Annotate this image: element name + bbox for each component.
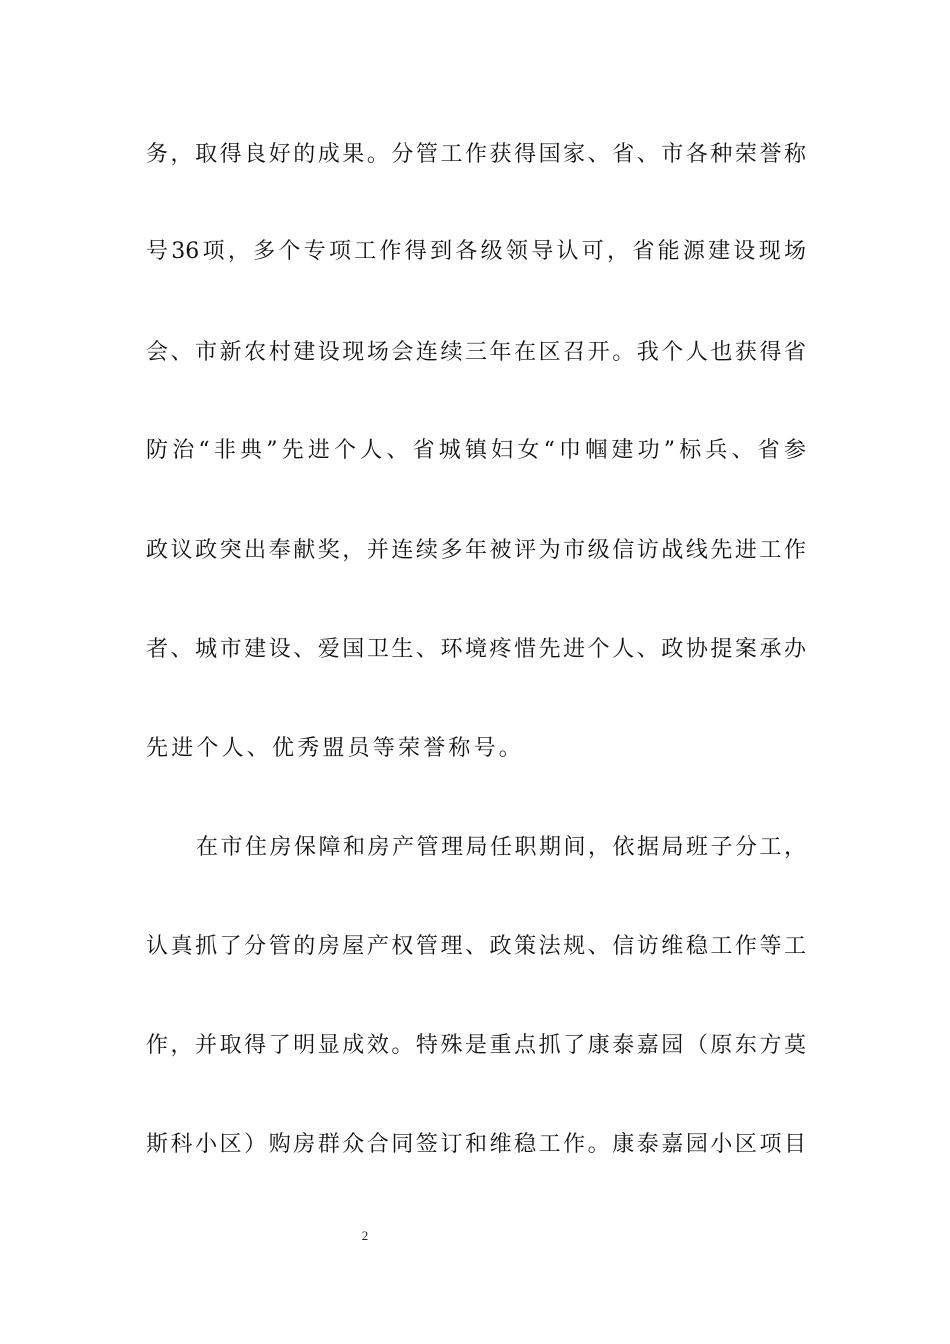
text-line-3: 会、市新农村建设现场会连续三年在区召开。我个人也获得省: [146, 340, 806, 365]
text-line-2: 号36项，多个专项工作得到各级领导认可，省能源建设现场: [146, 239, 806, 264]
text-line-4: 防治“非典”先进个人、省城镇妇女“巾帼建功”标兵、省参: [146, 438, 806, 463]
paragraph-2-line-2: 认真抓了分管的房屋产权管理、政策法规、信访维稳工作等工: [146, 934, 806, 959]
text-line-7: 先进个人、优秀盟员等荣誉称号。: [146, 736, 525, 761]
paragraph-2-line-3: 作，并取得了明显成效。特殊是重点抓了康泰嘉园（原东方莫: [146, 1033, 806, 1058]
text-line-5: 政议政突出奉献奖，并连续多年被评为市级信访战线先进工作: [146, 538, 806, 563]
paragraph-2-line-4: 斯科小区）购房群众合同签订和维稳工作。康泰嘉园小区项目: [146, 1132, 806, 1157]
page-number: 2: [361, 1228, 369, 1243]
text-line-6: 者、城市建设、爱国卫生、环境疼惜先进个人、政协提案承办: [146, 637, 806, 662]
text-line-1: 务，取得良好的成果。分管工作获得国家、省、市各种荣誉称: [146, 142, 806, 167]
paragraph-2-line-1: 在市住房保障和房产管理局任职期间，依据局班子分工，: [196, 835, 806, 860]
